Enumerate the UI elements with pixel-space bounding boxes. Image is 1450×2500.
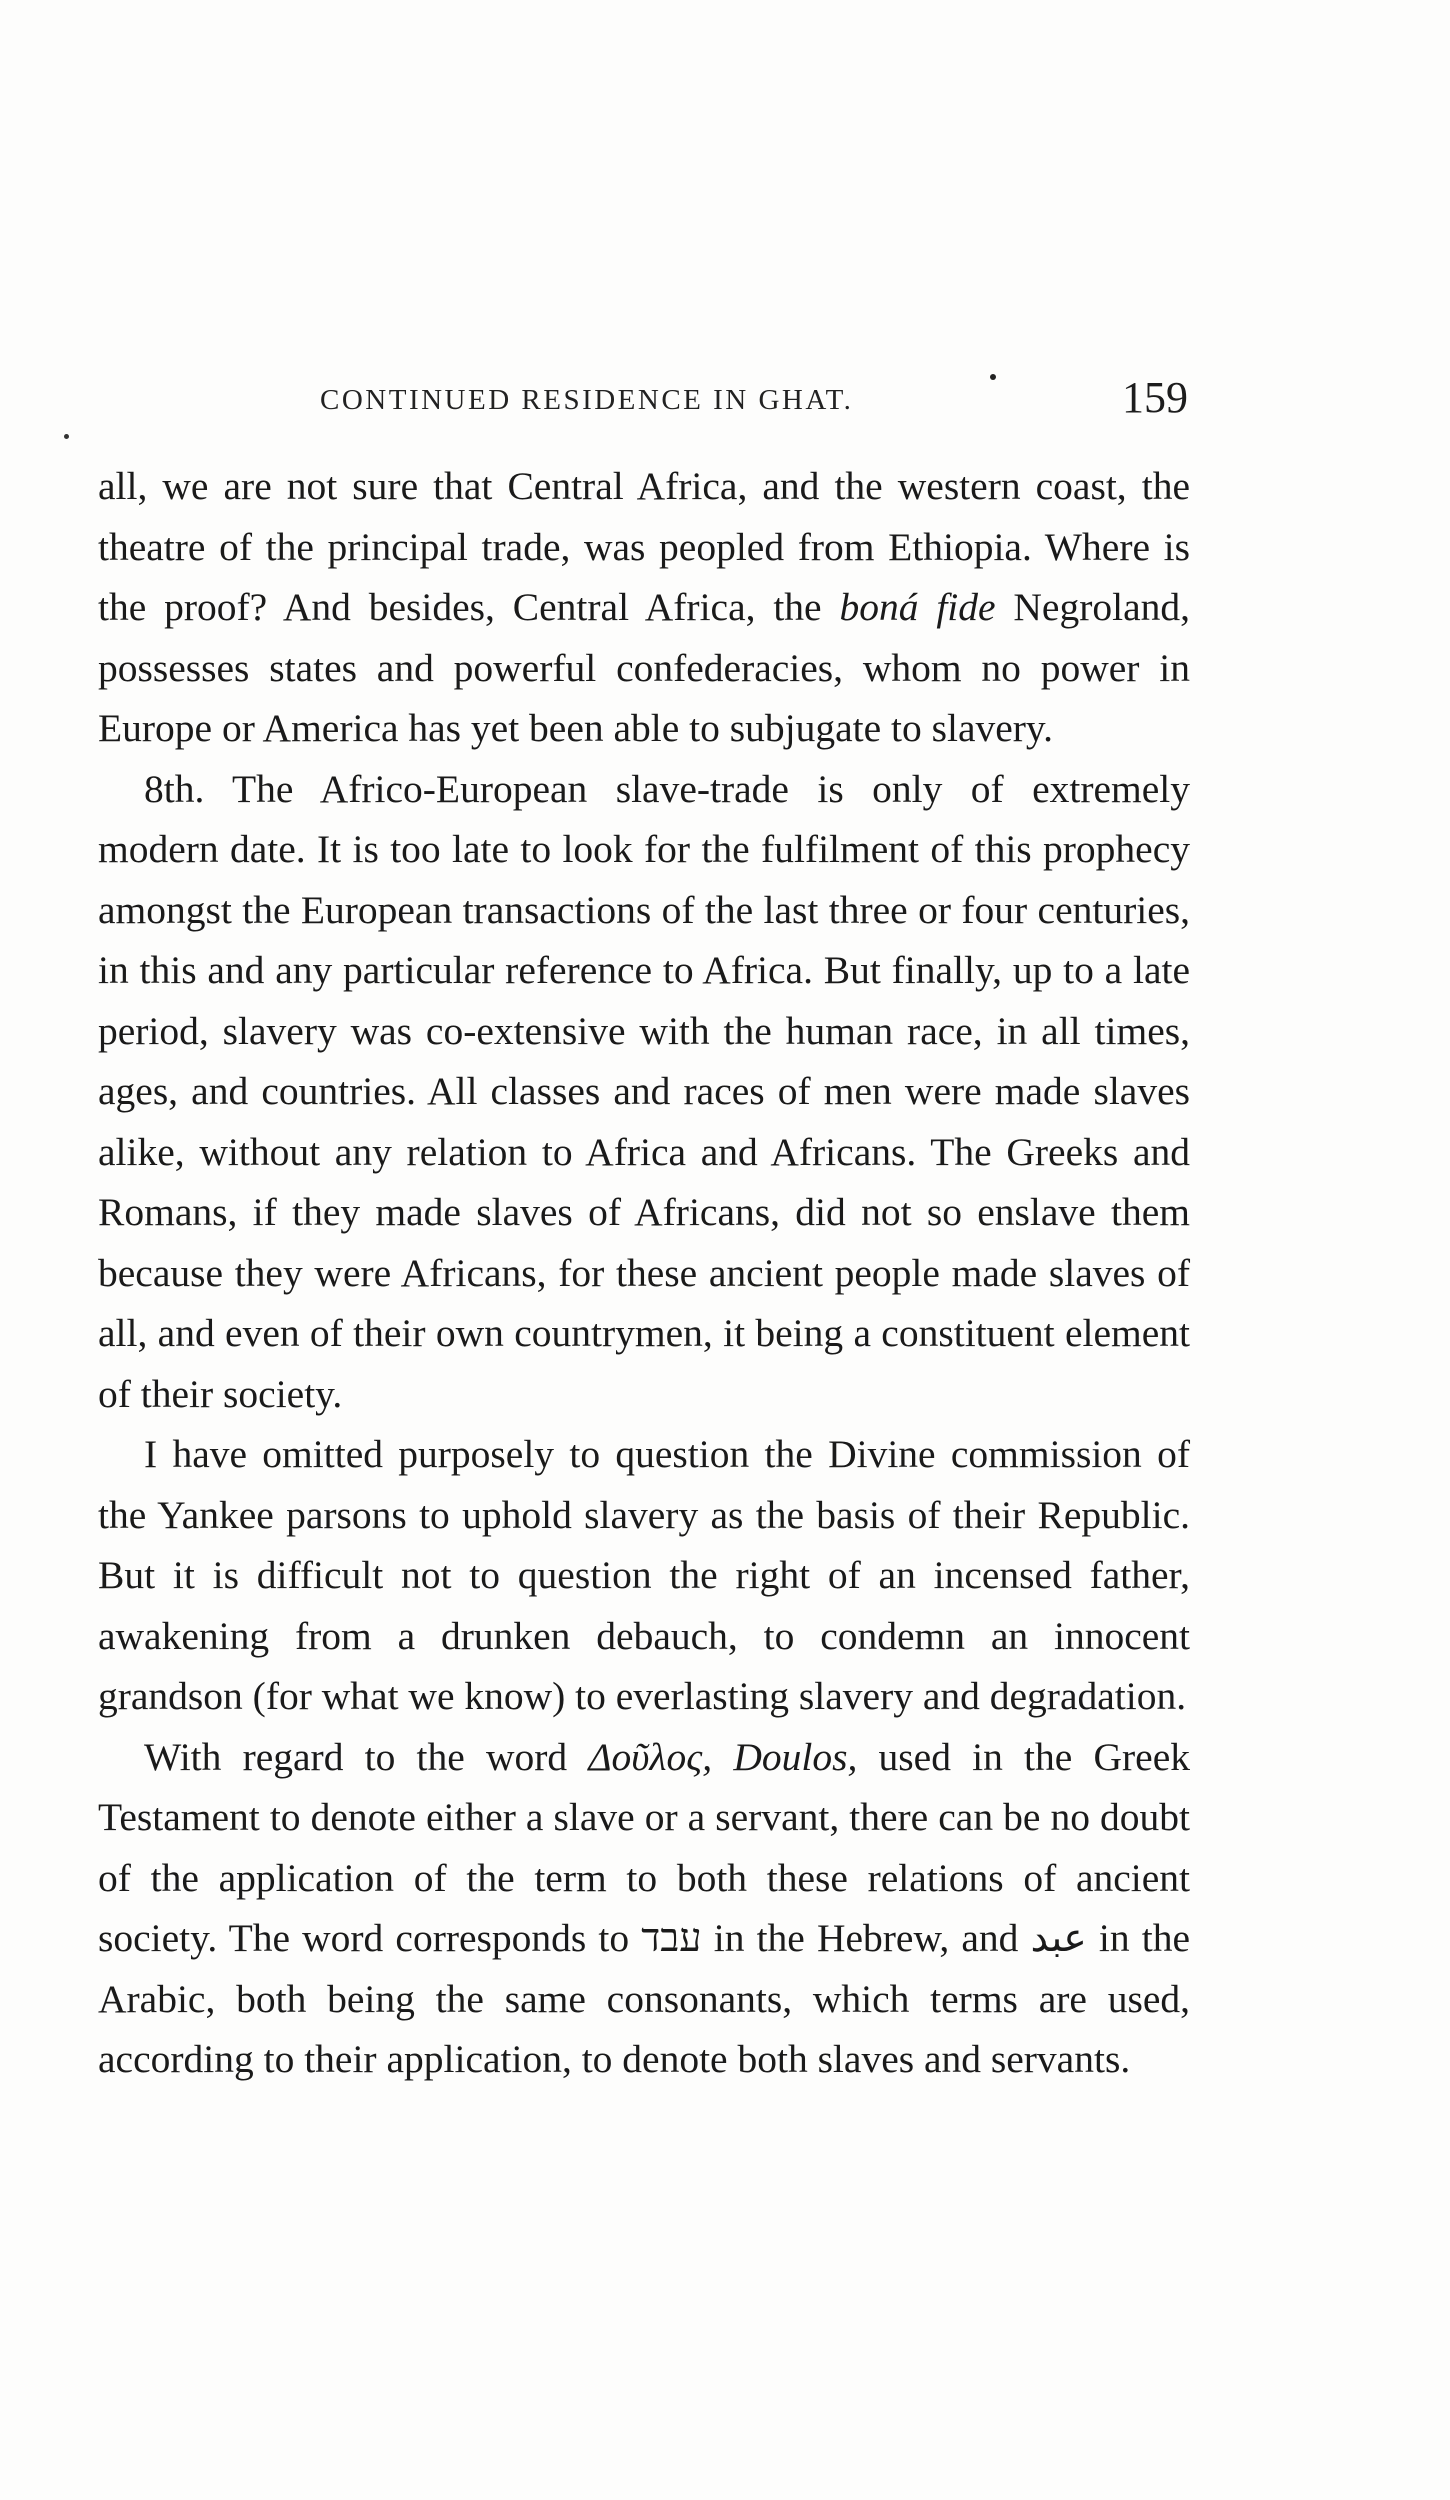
paragraph-1 — [98, 456, 1190, 759]
ink-speck — [64, 434, 69, 439]
ink-speck — [990, 374, 996, 380]
paragraph-4-text-b: used in the Greek Testament to denote either a slave or a servant, there can be no doubt of the application of the term to both these relations of ancient society. The word corresponds to — [98, 1734, 1190, 1960]
paragraph-4 — [98, 1727, 1190, 2090]
paragraph-4-greek: Δοῦλος, Doulos, — [588, 1734, 858, 1779]
paragraph-1-text-a: all, we are not sure that Central Africa, and the western coast, the theatre of the principal trade, was peopled from Ethiopia. Where is the proof? And besides, Central Africa, the — [98, 464, 1190, 629]
running-title: CONTINUED RESIDENCE IN GHAT. — [320, 384, 854, 416]
paragraph-4-arabic: عبد — [1030, 1916, 1087, 1960]
body-text — [98, 456, 1190, 2090]
paragraph-1-italic: boná fide — [839, 585, 996, 629]
paragraph-4-text-a: With regard to the word — [144, 1734, 589, 1779]
paragraph-3: I have omitted purposely to question the Divine commission of the Yankee parsons to uphold slavery as the basis of their Republic. But it is difficult not to question the right of an incensed father, awakening from a drunken debauch, to condemn an innocent grandson (for what we know) to everlasting slavery and degradation. — [98, 1432, 1190, 1718]
paragraph-1-text-b: Negroland, possesses states and powerful confederacies, whom no power in Europe or America has yet been able to subjugate to slavery. — [98, 585, 1190, 750]
page-number: 159 — [1122, 373, 1188, 422]
paragraph-4-hebrew: עבד — [641, 1916, 702, 1960]
paragraph-4-text-d: in the Arabic, both being the same consonants, which terms are used, according to their application, to denote both slaves and servants. — [98, 1916, 1190, 2081]
running-header — [98, 372, 1188, 424]
paragraph-2: 8th. The Africo-European slave-trade is only of extremely modern date. It is too late to look for the fulfilment of this prophecy amongst the European transactions of the last three or four centuries, in this and any particular reference to Africa. But finally, up to a late period, slavery was co-extensive with the human race, in all times, ages, and countries. All classes and races of men were made slaves alike, without any relation to Africa and Africans. The Greeks and Romans, if they made slaves of Africans, did not so enslave them because they were Africans, for these ancient people made slaves of all, and even of their own countrymen, it being a constituent element of their society. — [98, 766, 1190, 1416]
paragraph-4-text-c: in the Hebrew, and — [701, 1916, 1031, 1960]
